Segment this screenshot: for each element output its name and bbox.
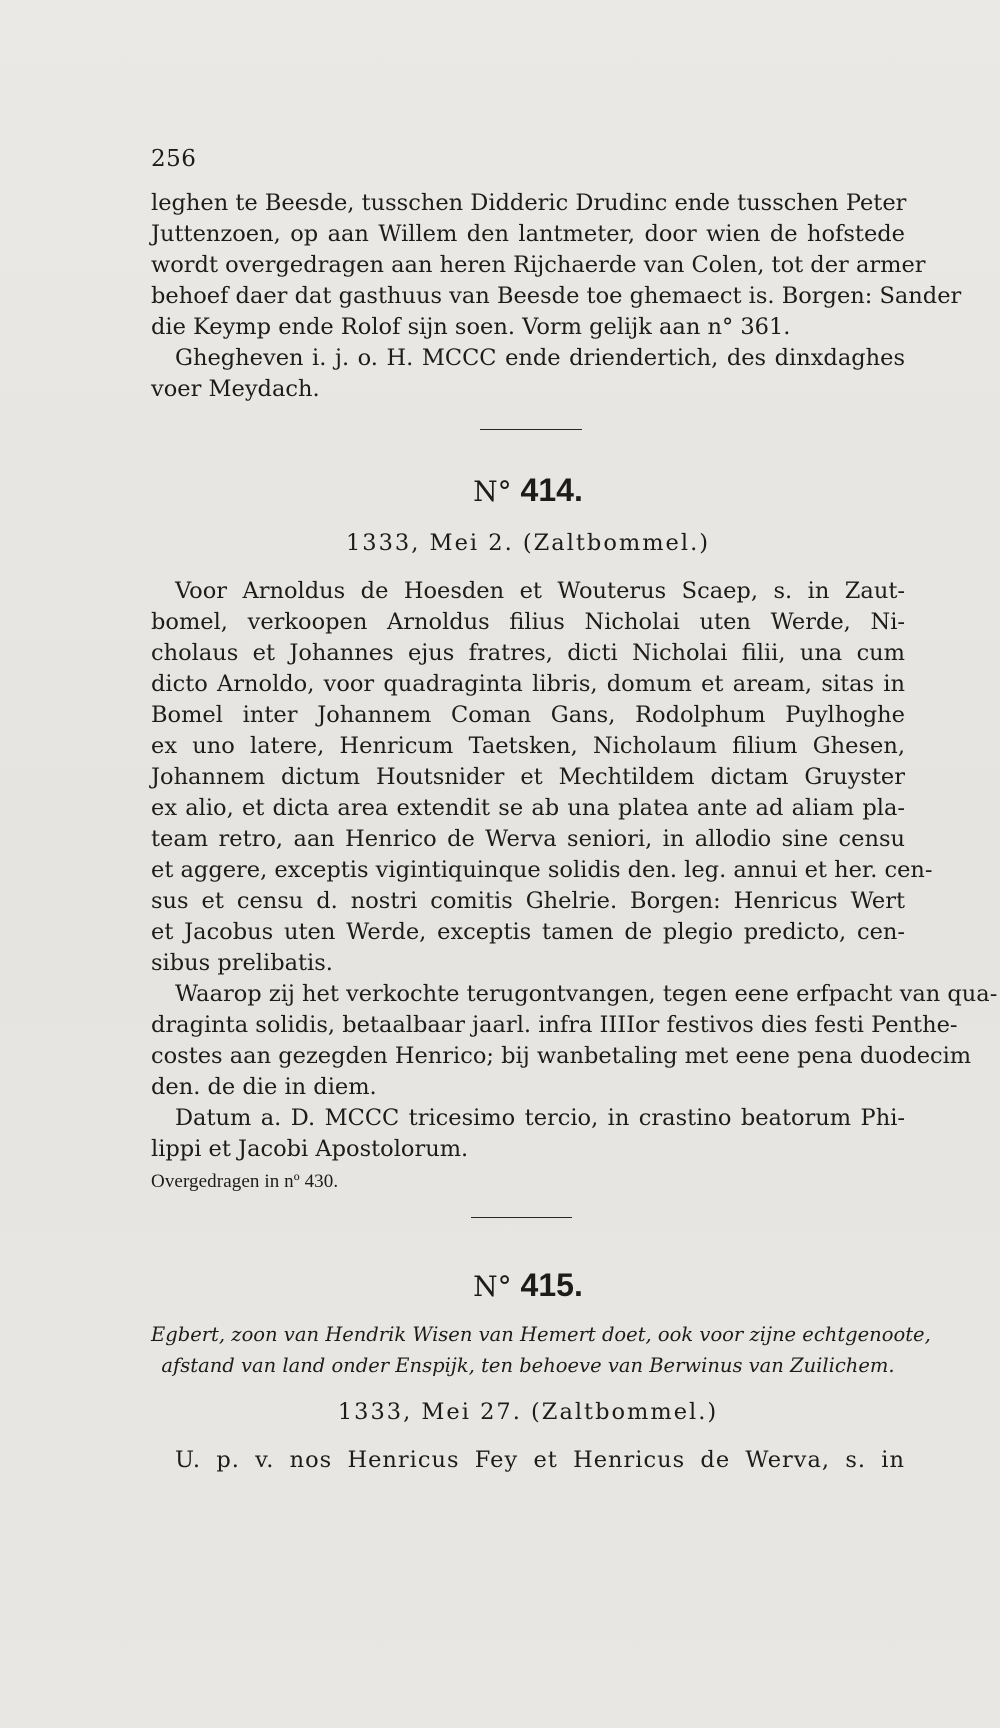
entry-note: Overgedragen in nº 430.	[151, 1171, 339, 1192]
text-line: bomel, verkoopen Arnoldus filius Nicholai uten Werde, Ni-	[151, 609, 905, 635]
entry-summary-line: Egbert, zoon van Hendrik Wisen van Hemert doet, ook voor zijne echtgenoote,	[151, 1323, 931, 1346]
text-line: die Keymp ende Rolof sijn soen. Vorm gelijk aan n° 361.	[151, 314, 791, 340]
text-line: leghen te Beesde, tusschen Didderic Drudinc ende tusschen Peter	[151, 190, 907, 216]
text-line: cholaus et Johannes ejus fratres, dicti Nicholai filii, una cum	[151, 640, 905, 666]
entry-number-prefix: N°	[473, 1270, 512, 1303]
text-line: et aggere, exceptis vigintiquinque solidis den. leg. annui et her. cen-	[151, 857, 933, 883]
text-line: dicto Arnoldo, voor quadraginta libris, domum et aream, sitas in	[151, 671, 905, 697]
text-line: ex alio, et dicta area extendit se ab una platea ante ad aliam pla-	[151, 795, 905, 821]
text-line: sus et censu d. nostri comitis Ghelrie. Borgen: Henricus Wert	[151, 888, 905, 914]
text-line: behoef daer dat gasthuus van Beesde toe ghemaect is. Borgen: Sander	[151, 283, 962, 309]
page-number: 256	[151, 146, 197, 172]
entry-number: 414.	[520, 472, 583, 508]
text-line: lippi et Jacobi Apostolorum.	[151, 1136, 469, 1162]
text-line: U. p. v. nos Henricus Fey et Henricus de Werva, s. in	[175, 1447, 905, 1473]
entry-number-heading	[151, 1265, 905, 1307]
text-line: team retro, aan Henrico de Werva seniori, in allodio sine censu	[151, 826, 905, 852]
entry-number-heading	[151, 470, 905, 512]
entry-date: 1333, Mei 2. (Zaltbommel.)	[345, 530, 710, 556]
text-line: Waarop zij het verkochte terugontvangen, tegen eene erfpacht van qua-	[175, 981, 998, 1007]
text-line: Juttenzoen, op aan Willem den lantmeter, door wien de hofstede	[151, 221, 905, 247]
text-line: Voor Arnoldus de Hoesden et Wouterus Scaep, s. in Zaut-	[175, 578, 905, 604]
entry-date: 1333, Mei 27. (Zaltbommel.)	[337, 1399, 719, 1425]
text-line: wordt overgedragen aan heren Rijchaerde van Colen, tot der armer	[151, 252, 926, 278]
text-line: et Jacobus uten Werde, exceptis tamen de plegio predicto, cen-	[151, 919, 905, 945]
text-line: draginta solidis, betaalbaar jaarl. infra IIIIor festivos dies festi Penthe-	[151, 1012, 958, 1038]
section-divider	[471, 1217, 572, 1218]
text-line: voer Meydach.	[151, 376, 320, 402]
text-line: den. de die in diem.	[151, 1074, 377, 1100]
text-line: costes aan gezegden Henrico; bij wanbetaling met eene pena duodecim	[151, 1043, 972, 1069]
text-line: ex uno latere, Henricum Taetsken, Nicholaum filium Ghesen,	[151, 733, 905, 759]
text-line: Bomel inter Johannem Coman Gans, Rodolphum Puylhoghe	[151, 702, 905, 728]
entry-number-prefix: N°	[473, 475, 512, 508]
text-line: Datum a. D. MCCC tricesimo tercio, in crastino beatorum Phi-	[175, 1105, 905, 1131]
text-line: Ghegheven i. j. o. H. MCCC ende driendertich, des dinxdaghes	[175, 345, 905, 371]
entry-number: 415.	[520, 1267, 583, 1303]
text-line: sibus prelibatis.	[151, 950, 333, 976]
section-divider	[480, 429, 582, 430]
entry-summary-line: afstand van land onder Enspijk, ten behoeve van Berwinus van Zuilichem.	[161, 1354, 895, 1377]
text-line: Johannem dictum Houtsnider et Mechtildem dictam Gruyster	[151, 764, 905, 790]
